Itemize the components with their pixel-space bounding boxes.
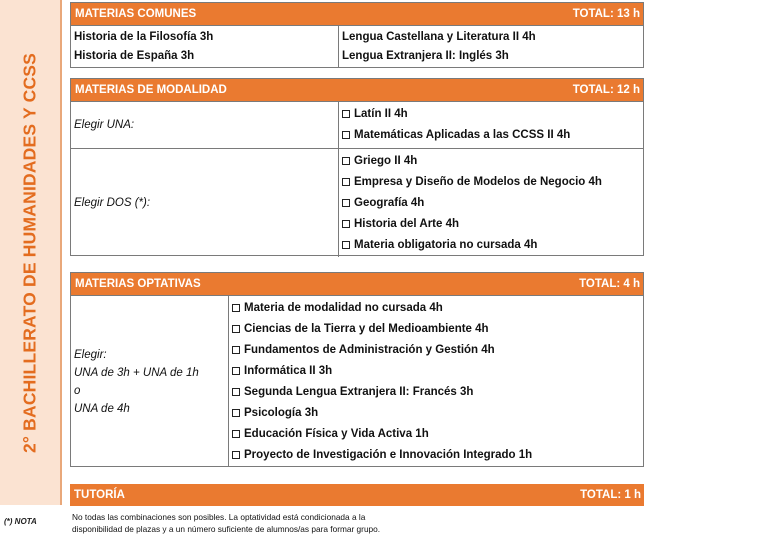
modalidad-section — [70, 78, 644, 256]
option-item[interactable]: Fundamentos de Administración y Gestión 4h — [232, 340, 640, 361]
comunes-subject: Historia de España 3h — [74, 50, 195, 62]
comunes-section — [70, 2, 644, 68]
comunes-header — [71, 3, 643, 25]
optativas-total: TOTAL: 4 h — [579, 278, 640, 290]
option-item[interactable]: Segunda Lengua Extranjera II: Francés 3h — [232, 382, 640, 403]
footnote — [72, 511, 532, 535]
checkbox-icon[interactable] — [232, 346, 240, 354]
option-item[interactable]: Historia del Arte 4h — [342, 214, 640, 235]
elegir-dos-label: Elegir DOS (*): — [74, 197, 151, 209]
modalidad-una-label-cell — [71, 102, 338, 148]
checkbox-icon[interactable] — [232, 388, 240, 396]
option-item[interactable]: Informática II 3h — [232, 361, 640, 382]
nota-label: (*) NOTA — [4, 517, 37, 526]
comunes-right-cell — [338, 26, 643, 68]
optativas-label-line: UNA de 3h + UNA de 1h — [74, 366, 199, 379]
optativas-title: MATERIAS OPTATIVAS — [75, 278, 201, 290]
comunes-left-cell — [71, 26, 338, 68]
checkbox-icon[interactable] — [232, 325, 240, 333]
checkbox-icon[interactable] — [342, 157, 350, 165]
optativas-section — [70, 272, 644, 467]
comunes-title: MATERIAS COMUNES — [75, 8, 197, 20]
checkbox-icon[interactable] — [342, 241, 350, 249]
option-item[interactable]: Materia de modalidad no cursada 4h — [232, 298, 640, 319]
footnote-line: No todas las combinaciones son posibles. La optatividad está condicionada a la — [72, 512, 366, 522]
comunes-subject: Lengua Castellana y Literatura II 4h — [342, 31, 536, 43]
tutoria-section — [70, 484, 644, 507]
tutoria-header — [70, 484, 644, 506]
side-banner — [0, 0, 62, 505]
option-item[interactable]: Latín II 4h — [342, 104, 640, 125]
checkbox-icon[interactable] — [232, 430, 240, 438]
optativas-label-line: o — [74, 384, 81, 397]
modalidad-una-options — [338, 102, 643, 148]
checkbox-icon[interactable] — [342, 131, 350, 139]
checkbox-icon[interactable] — [232, 367, 240, 375]
option-item[interactable]: Matemáticas Aplicadas a las CCSS II 4h — [342, 125, 640, 146]
side-title: 2° BACHILLERATO DE HUMANIDADES Y CCSS — [19, 52, 40, 454]
checkbox-icon[interactable] — [342, 178, 350, 186]
tutoria-title: TUTORÍA — [74, 489, 125, 501]
comunes-subject: Historia de la Filosofía 3h — [74, 31, 214, 43]
option-item[interactable]: Materia obligatoria no cursada 4h — [342, 235, 640, 256]
optativas-label-line: UNA de 4h — [74, 402, 130, 415]
option-item[interactable]: Psicología 3h — [232, 403, 640, 424]
checkbox-icon[interactable] — [342, 199, 350, 207]
checkbox-icon[interactable] — [232, 409, 240, 417]
modalidad-header — [71, 79, 643, 101]
checkbox-icon[interactable] — [232, 304, 240, 312]
option-item[interactable]: Empresa y Diseño de Modelos de Negocio 4h — [342, 172, 640, 193]
comunes-subject: Lengua Extranjera II: Inglés 3h — [342, 50, 509, 62]
checkbox-icon[interactable] — [342, 220, 350, 228]
option-item[interactable]: Educación Física y Vida Activa 1h — [232, 424, 640, 445]
option-item[interactable]: Geografía 4h — [342, 193, 640, 214]
footnote-line: disponibilidad de plazas y a un número suficiente de alumnos/as para formar grupo. — [72, 524, 381, 534]
optativas-options — [228, 296, 643, 467]
option-item[interactable]: Griego II 4h — [342, 151, 640, 172]
optativas-label-line: Elegir: — [74, 348, 107, 361]
modalidad-dos-options — [338, 149, 643, 257]
modalidad-total: TOTAL: 12 h — [572, 84, 640, 96]
option-item[interactable]: Ciencias de la Tierra y del Medioambiente 4h — [232, 319, 640, 340]
elegir-una-label: Elegir UNA: — [74, 119, 135, 131]
modalidad-dos-label-cell — [71, 149, 338, 257]
checkbox-icon[interactable] — [342, 110, 350, 118]
optativas-header — [71, 273, 643, 295]
checkbox-icon[interactable] — [232, 451, 240, 459]
option-item[interactable]: Proyecto de Investigación e Innovación Integrado 1h — [232, 445, 640, 466]
tutoria-total: TOTAL: 1 h — [580, 489, 641, 501]
modalidad-title: MATERIAS DE MODALIDAD — [75, 84, 227, 96]
comunes-total: TOTAL: 13 h — [572, 8, 640, 20]
optativas-label-cell — [71, 296, 228, 467]
